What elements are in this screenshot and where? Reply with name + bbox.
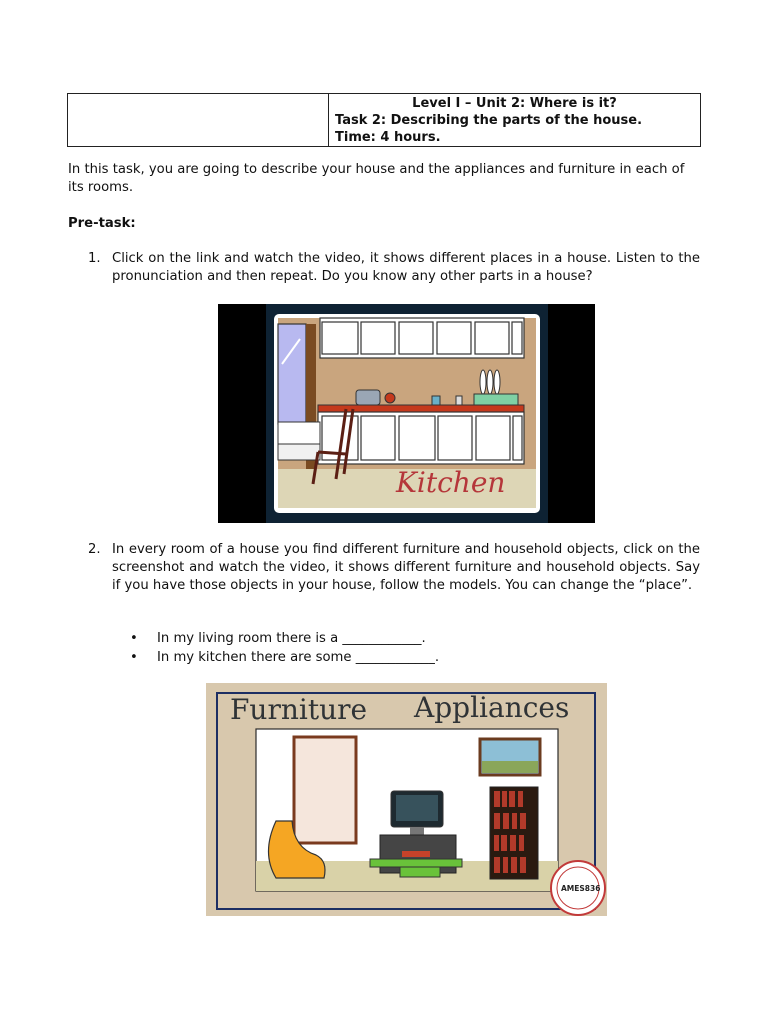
bullet-text: In my living room there is a ____________.	[157, 631, 426, 646]
header-task-title: Task 2: Describing the parts of the house.	[335, 113, 643, 128]
list-item	[130, 649, 440, 667]
list-item-text: Click on the link and watch the video, it shows different places in a house. Listen to the pronunciation and then repeat. Do you know any other parts in a house?	[112, 251, 700, 284]
list-item-number: 2.	[88, 542, 101, 557]
furniture-video-screenshot[interactable]	[206, 683, 607, 916]
header-time: Time: 4 hours.	[335, 130, 441, 145]
bullet-dot: •	[130, 631, 138, 646]
list-item	[88, 541, 700, 595]
intro-paragraph: In this task, you are going to describe your house and the appliances and furniture in each of its rooms.	[68, 162, 685, 195]
video-kitchen-label: Kitchen	[396, 466, 506, 499]
kitchen-video-thumbnail[interactable]	[218, 304, 595, 523]
list-item-text: In every room of a house you find different furniture and household objects, click on the screenshot and watch the video, it shows different furniture and household objects. Say if you have those objects in your house, follow the models. You can change the “place”.	[112, 542, 700, 593]
header-unit-title: Level I – Unit 2: Where is it?	[412, 96, 617, 111]
header-right-cell	[329, 94, 701, 147]
list-item	[130, 630, 426, 648]
bullet-text: In my kitchen there are some ____________.	[157, 650, 440, 665]
header-left-cell	[68, 94, 329, 147]
header-table	[67, 93, 701, 147]
list-item-number: 1.	[88, 251, 101, 266]
appliances-title: Appliances	[414, 691, 570, 724]
bullet-dot: •	[130, 650, 138, 665]
pretask-heading: Pre-task:	[68, 216, 136, 231]
list-item	[88, 250, 700, 286]
stamp-label: AMES836	[561, 884, 601, 893]
furniture-title: Furniture	[230, 693, 368, 726]
